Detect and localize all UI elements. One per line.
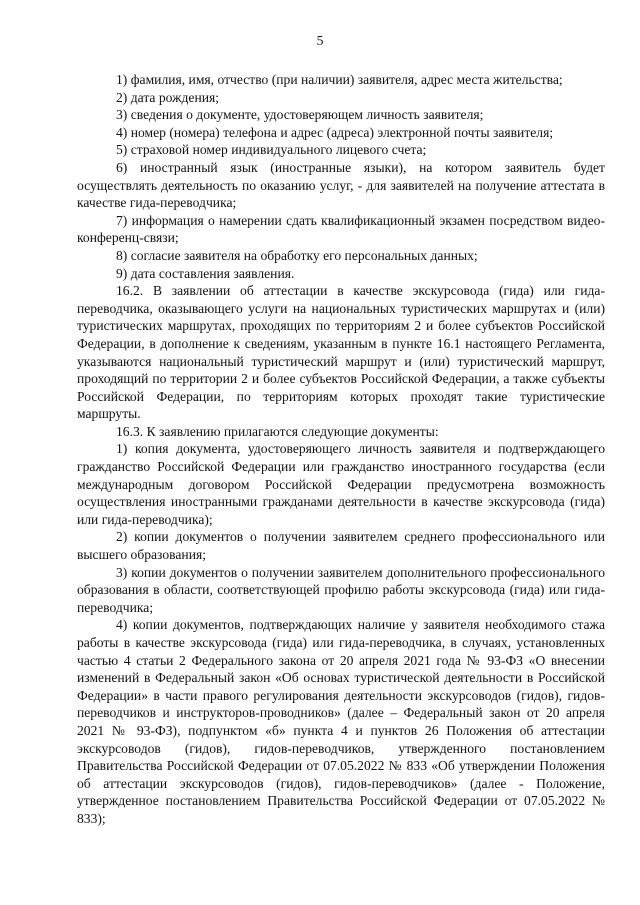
document-list-item-3: 3) копии документов о получении заявителем дополнительного профессионального образования в области, соответствующей профилю работы экскурсовода (гида) или гида-переводчика; bbox=[77, 564, 605, 615]
document-list-item-2: 2) копии документов о получении заявителем среднего профессионального или высшего образования; bbox=[77, 529, 605, 563]
paragraph-item-3: 3) сведения о документе, удостоверяющем личность заявителя; bbox=[116, 107, 484, 123]
paragraph-item-4: 4) номер (номера) телефона и адрес (адреса) электронной почты заявителя; bbox=[116, 124, 554, 140]
document-list-item-1: 1) копия документа, удостоверяющего личность заявителя и подтверждающего гражданство Российской Федерации или гражданство иностранного государства (если международным договором Российской Федерации предусмотрена возможность осуществления иностранными гражданами деятельности в качестве экскурсовода (гида) или гида-переводчика); bbox=[77, 441, 605, 527]
paragraph-item-1: 1) фамилия, имя, отчество (при наличии) заявителя, адрес места жительства; bbox=[116, 72, 563, 87]
document-body bbox=[77, 71, 605, 828]
document-list-item-4: 4) копии документов, подтверждающих наличие у заявителя необходимого стажа работы в качестве экскурсовода (гида) или гида-переводчика, в случаях, установленных частью 4 статьи 2 Федерального закона от 20 апреля 2021 года № 93-ФЗ «О внесении изменений в Федеральный закон «Об основах туристической деятельности в Российской Федерации» в части правого регулирования деятельности экскурсоводов (гидов), гидов-переводчиков и инструкторов-проводников» (далее – Федеральный закон от 20 апреля 2021 № 93-ФЗ), подпунктом «б» пункта 4 и пунктов 26 Положения об аттестации экскурсоводов (гидов), гидов-переводчиков, утвержденного постановлением Правительства Российской Федерации от 07.05.2022 № 833 «Об утверждении Положения об аттестации экскурсоводов (гидов), гидов-переводчиков» (далее - Положение, утвержденное постановлением Правительства Российской Федерации от 07.05.2022 № 833); bbox=[77, 617, 605, 826]
page-number: 5 bbox=[316, 33, 324, 48]
paragraph-item-5: 5) страховой номер индивидуального лицевого счета; bbox=[116, 142, 427, 158]
paragraph-item-8: 8) согласие заявителя на обработку его персональных данных; bbox=[116, 247, 478, 263]
paragraph-item-6: 6) иностранный язык (иностранные языки), на котором заявитель будет осуществлять деятельность по оказанию услуг, - для заявителей на получение аттестата в качестве гида-переводчика; bbox=[77, 159, 605, 211]
paragraph-item-9: 9) дата составления заявления. bbox=[116, 265, 295, 281]
paragraph-item-7: 7) информация о намерении сдать квалификационный экзамен посредством видео-конференц-связи; bbox=[77, 212, 605, 246]
paragraph-16-2: 16.2. В заявлении об аттестации в качестве экскурсовода (гида) или гида-переводчика, оказывающего услуги на национальных туристических маршрутах и (или) туристических маршрутах, проходящих по территориям 2 и более субъектов Российской Федерации, в дополнение к сведениям, указанным в пункте 16.1 настоящего Регламента, указываются национальный туристический маршрут и (или) туристический маршрут, проходящий по территории 2 и более субъектов Российской Федерации, а также субъекты Российской Федерации, по территориям которых проходят такие туристические маршруты. bbox=[77, 283, 605, 422]
paragraph-16-3: 16.3. К заявлению прилагаются следующие документы: bbox=[116, 423, 439, 439]
paragraph-item-2: 2) дата рождения; bbox=[116, 89, 220, 105]
